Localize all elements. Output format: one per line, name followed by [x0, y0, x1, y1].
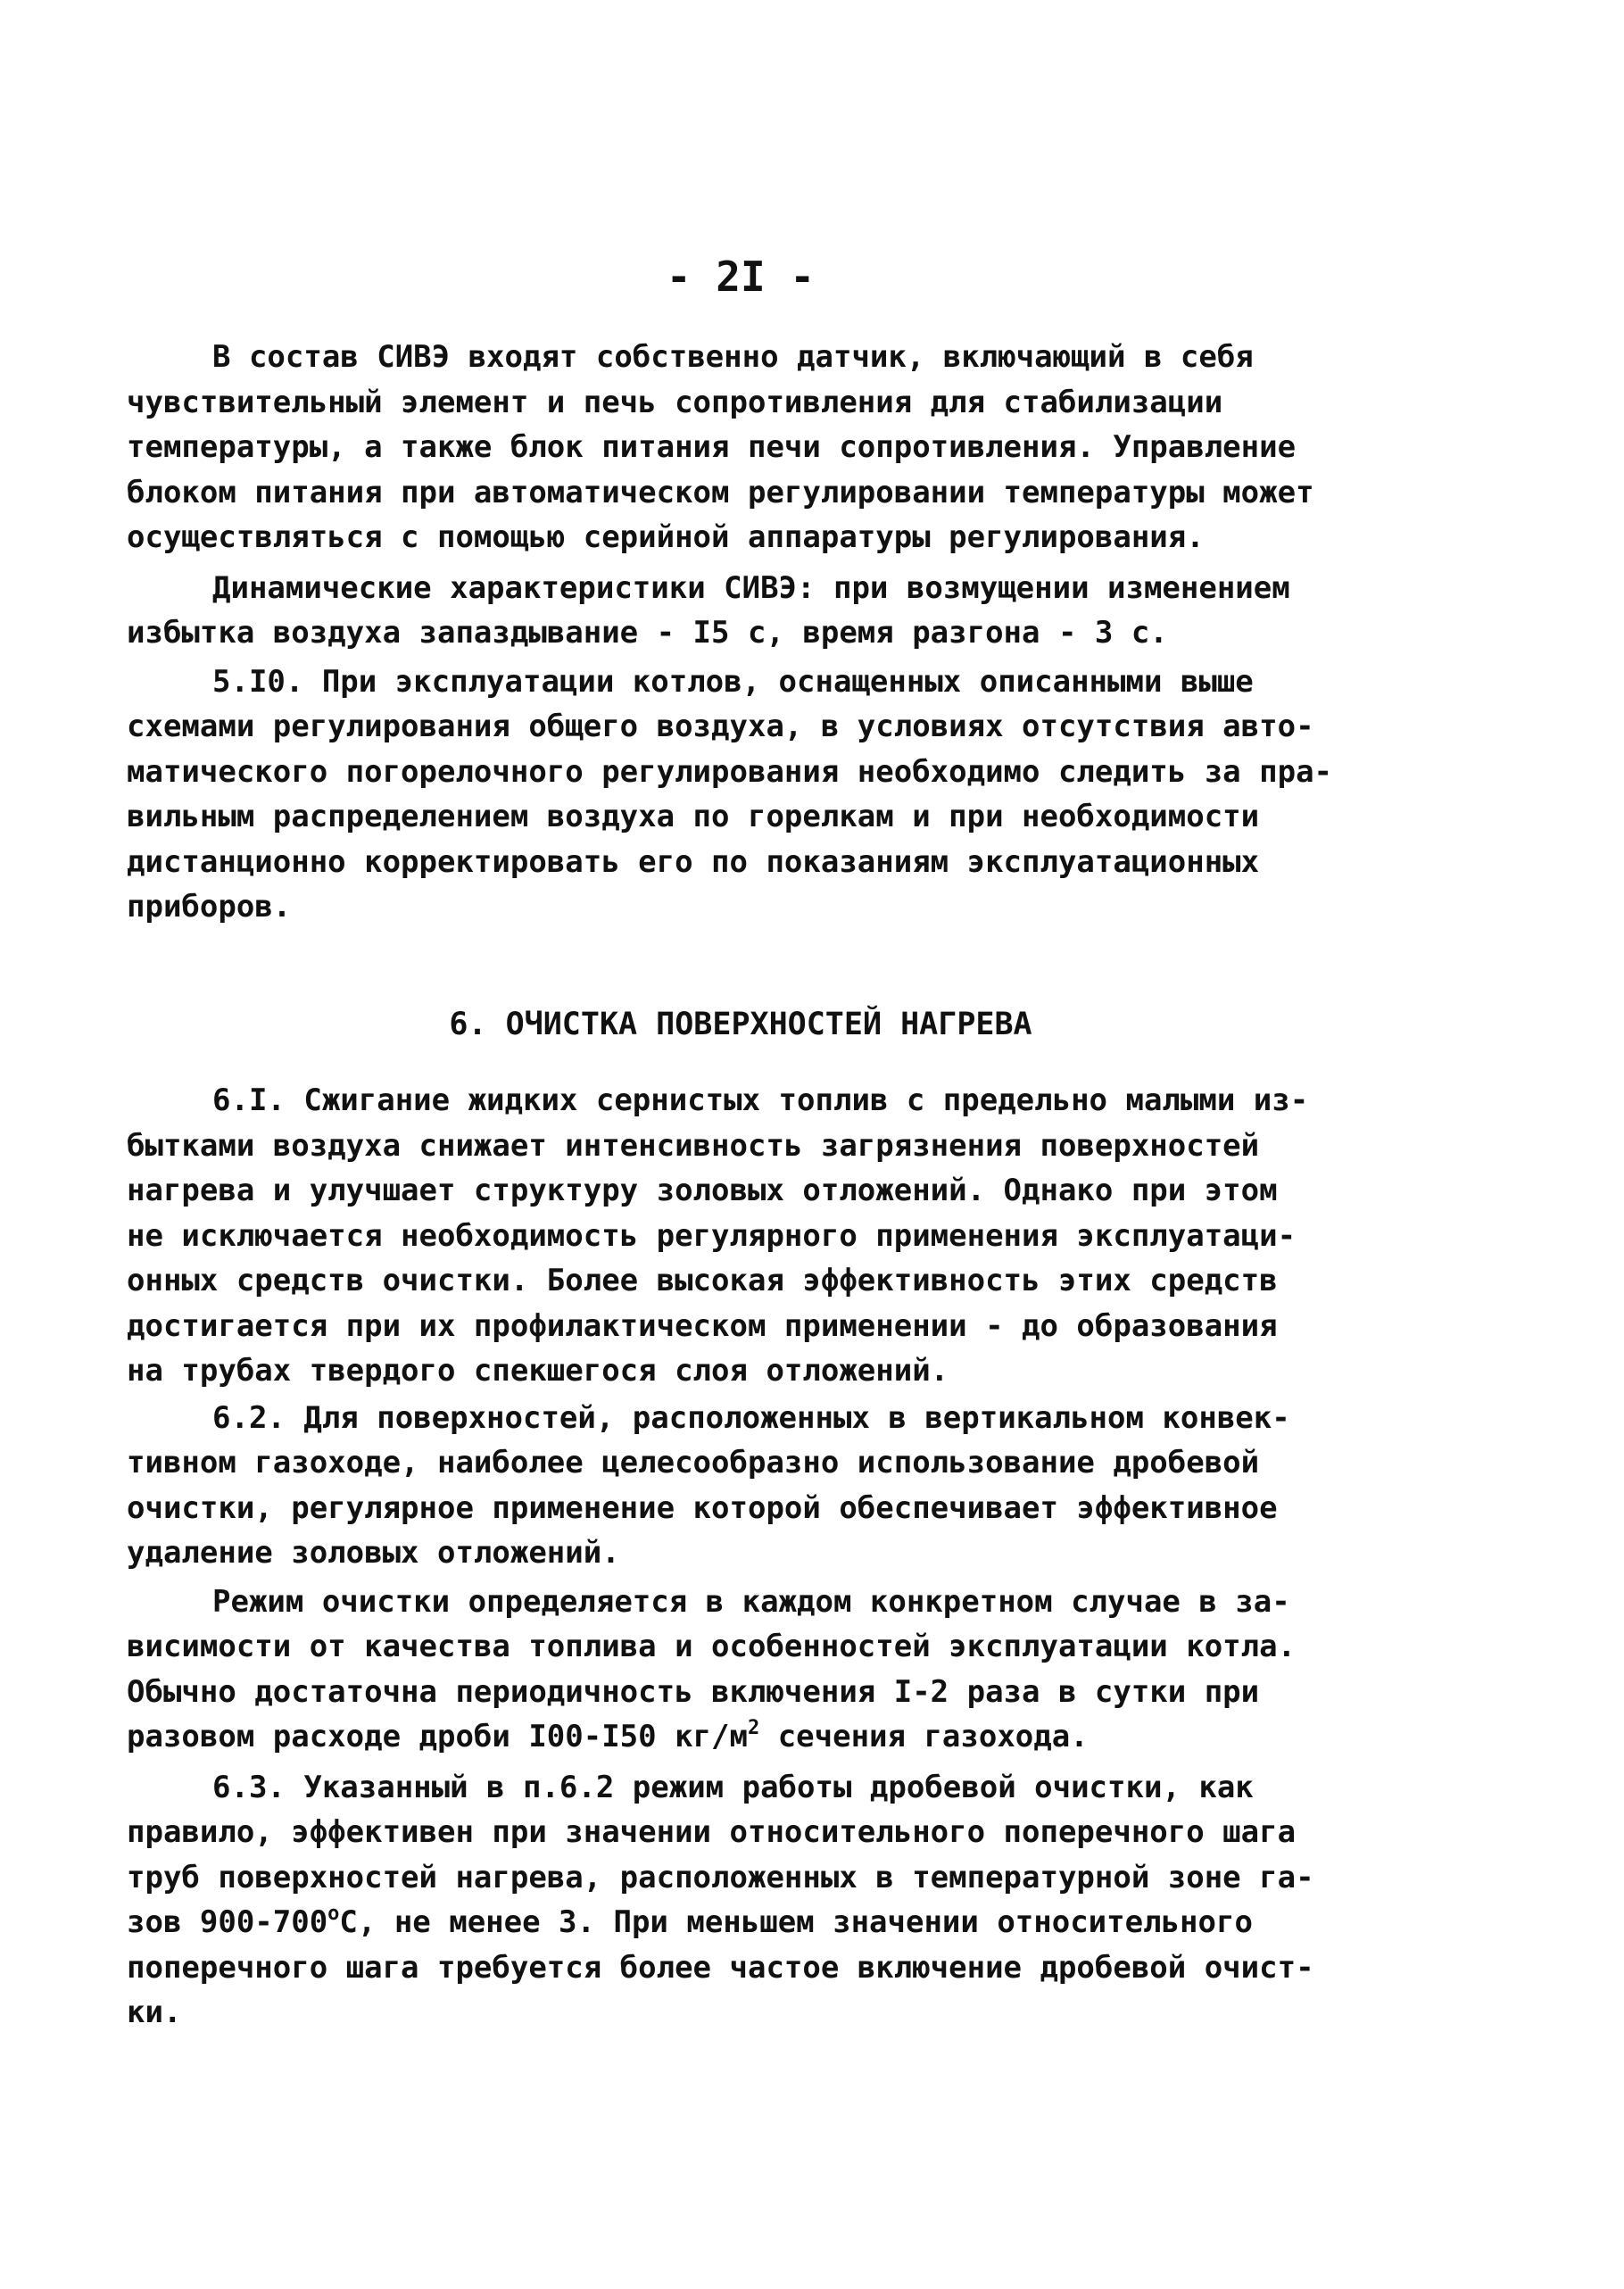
text-line: Обычно достаточна периодичность включения I-2 раза в сутки при — [127, 1673, 1260, 1710]
paragraph-6-2 — [127, 1396, 1313, 1576]
text-line: приборов. — [127, 889, 292, 925]
text-block-top — [127, 335, 1333, 930]
text-line: висимости от качества топлива и особенностей эксплуатации котла. — [127, 1629, 1297, 1664]
text-fragment: зов 900-700 — [127, 1904, 328, 1940]
text-fragment: сечения газохода. — [759, 1719, 1089, 1754]
text-line: очистки, регулярное применение которой обеспечивает эффективное — [127, 1489, 1278, 1526]
text-line: В состав СИВЭ входят собственно датчик, включающий в себя — [212, 339, 1254, 375]
paragraph-6-1 — [127, 1078, 1313, 1394]
text-line — [127, 1714, 1313, 1760]
text-line: Динамические характеристики СИВЭ: при возмущении изменением — [212, 569, 1290, 606]
text-line: избытка воздуха запаздывание - I5 с, время разгона - 3 с. — [127, 615, 1168, 651]
text-line: Режим очистки определяется в каждом конкретном случае в за- — [212, 1583, 1290, 1620]
text-line: труб поверхностей нагрева, расположенных в температурной зоне га- — [127, 1859, 1314, 1895]
paragraph-6-3 — [127, 1765, 1313, 2036]
text-line: правило, эффективен при значении относительного поперечного шага — [127, 1814, 1297, 1850]
text-line: онных средств очистки. Более высокая эффективность этих средств — [127, 1263, 1278, 1298]
text-line: 6.I. Сжигание жидких сернистых топлив с предельно малыми из- — [212, 1082, 1309, 1118]
paragraph-5-10 — [127, 659, 1333, 930]
text-line: чувствительный элемент и печь сопротивления для стабилизации — [127, 384, 1223, 420]
text-block-bottom — [127, 1078, 1313, 2036]
section-title: 6. ОЧИСТКА ПОВЕРХНОСТЕЙ НАГРЕВА — [449, 1007, 1032, 1042]
paragraph-dynamic-characteristics — [127, 566, 1313, 656]
text-line: не исключается необходимость регулярного применения эксплуатаци- — [127, 1217, 1297, 1254]
text-line: температуры, а также блок питания печи сопротивления. Управление — [127, 429, 1297, 465]
text-line: достигается при их профилактическом применении - до образования — [127, 1307, 1278, 1344]
text-fragment: разовом расходе дроби I00-I50 кг/м — [127, 1719, 748, 1754]
text-line: блоком питания при автоматическом регулировании температуры может — [127, 474, 1314, 510]
page-number: - 2I - — [666, 253, 816, 301]
text-fragment: С, не менее 3. При меньшем значении относительного — [339, 1904, 1253, 1940]
text-line: 6.3. Указанный в п.6.2 режим работы дробевой очистки, как — [212, 1769, 1254, 1805]
text-line: вильным распределением воздуха по горелкам и при необходимости — [127, 799, 1260, 834]
text-line: матического погорелочного регулирования необходимо следить за пра- — [127, 753, 1333, 790]
paragraph-sive-composition — [127, 335, 1313, 560]
text-line: ки. — [127, 1995, 182, 2030]
text-line: поперечного шага требуется более частое включение дробевой очист- — [127, 1949, 1314, 1986]
text-line: нагрева и улучшает структуру золовых отложений. Однако при этом — [127, 1173, 1278, 1208]
text-line: схемами регулирования общего воздуха, в условиях отсутствия авто- — [127, 709, 1314, 744]
text-line: тивном газоходе, наиболее целесообразно использование дробевой — [127, 1445, 1260, 1480]
paragraph-cleaning-mode — [127, 1580, 1313, 1760]
text-line: удаление золовых отложений. — [127, 1535, 620, 1571]
superscript: 2 — [747, 1717, 760, 1739]
text-line — [127, 1900, 1313, 1945]
text-line: осуществляться с помощью серийной аппаратуры регулирования. — [127, 519, 1205, 555]
text-line: 6.2. Для поверхностей, расположенных в вертикальном конвек- — [212, 1399, 1290, 1436]
degree-superscript: о — [327, 1903, 340, 1925]
text-line: дистанционно корректировать его по показаниям эксплуатационных — [127, 843, 1260, 880]
text-line: 5.I0. При эксплуатации котлов, оснащенных описанными выше — [212, 663, 1254, 700]
text-line: бытками воздуха снижает интенсивность загрязнения поверхностей — [127, 1127, 1260, 1164]
text-line: на трубах твердого спекшегося слоя отложений. — [127, 1353, 949, 1389]
